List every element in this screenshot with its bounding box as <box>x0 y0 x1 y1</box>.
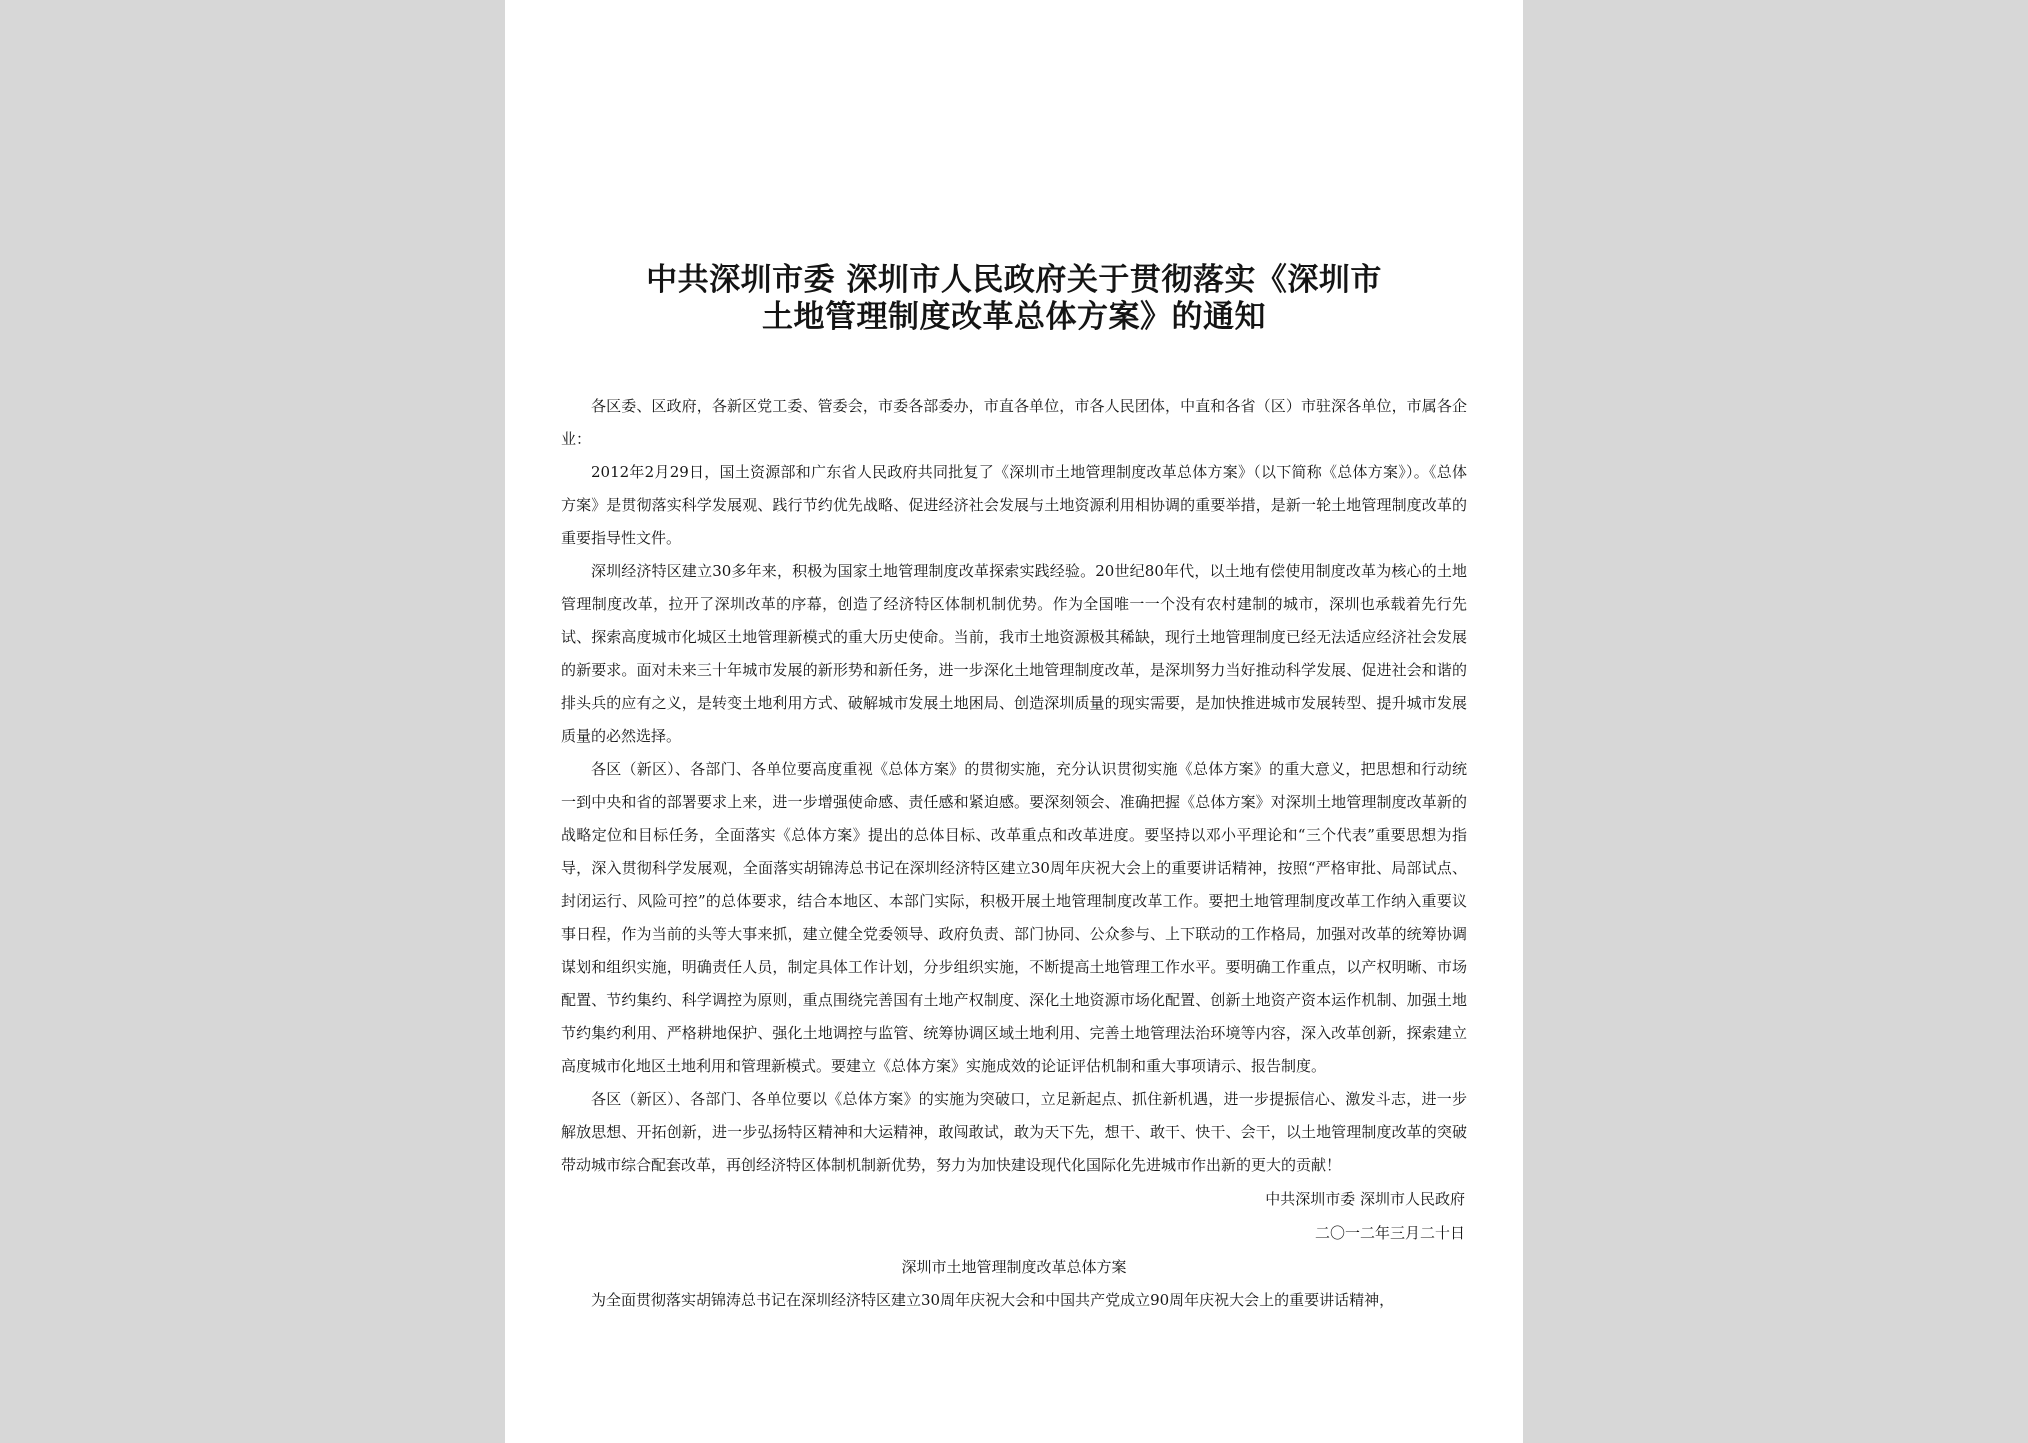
document-title <box>561 262 1467 336</box>
body-paragraph: 2012年2月29日，国土资源部和广东省人民政府共同批复了《深圳市土地管理制度改革总体方案》（以下简称《总体方案》）。《总体方案》是贯彻落实科学发展观、践行节约优先战略、促进经济社会发展与土地资源利用相协调的重要举措，是新一轮土地管理制度改革的重要指导性文件。 <box>561 463 1467 547</box>
body-paragraph: 深圳经济特区建立30多年来，积极为国家土地管理制度改革探索实践经验。20世纪80年代，以土地有偿使用制度改革为核心的土地管理制度改革，拉开了深圳改革的序幕，创造了经济特区体制机制优势。作为全国唯一一个没有农村建制的城市，深圳也承载着先行先试、探索高度城市化城区土地管理新模式的重大历史使命。当前，我市土地资源极其稀缺，现行土地管理制度已经无法适应经济社会发展的新要求。面对未来三十年城市发展的新形势和新任务，进一步深化土地管理制度改革，是深圳努力当好推动科学发展、促进社会和谐的排头兵的应有之义，是转变土地利用方式、破解城市发展土地困局、创造深圳质量的现实需要，是加快推进城市发展转型、提升城市发展质量的必然选择。 <box>561 562 1467 745</box>
body-paragraph: 各区（新区）、各部门、各单位要高度重视《总体方案》的贯彻实施，充分认识贯彻实施《总体方案》的重大意义，把思想和行动统一到中央和省的部署要求上来，进一步增强使命感、责任感和紧迫感。要深刻领会、准确把握《总体方案》对深圳土地管理制度改革新的战略定位和目标任务，全面落实《总体方案》提出的总体目标、改革重点和改革进度。要坚持以邓小平理论和“三个代表”重要思想为指导，深入贯彻科学发展观，全面落实胡锦涛总书记在深圳经济特区建立30周年庆祝大会上的重要讲话精神，按照“严格审批、局部试点、封闭运行、风险可控”的总体要求，结合本地区、本部门实际，积极开展土地管理制度改革工作。要把土地管理制度改革工作纳入重要议事日程，作为当前的头等大事来抓，建立健全党委领导、政府负责、部门协同、公众参与、上下联动的工作格局，加强对改革的统筹协调谋划和组织实施，明确责任人员，制定具体工作计划，分步组织实施，不断提高土地管理工作水平。要明确工作重点，以产权明晰、市场配置、节约集约、科学调控为原则，重点围绕完善国有土地产权制度、深化土地资源市场化配置、创新土地资产资本运作机制、加强土地节约集约利用、严格耕地保护、强化土地调控与监管、统筹协调区域土地利用、完善土地管理法治环境等内容，深入改革创新，探索建立高度城市化地区土地利用和管理新模式。要建立《总体方案》实施成效的论证评估机制和重大事项请示、报告制度。 <box>561 760 1467 1075</box>
title-line-1: 中共深圳市委 深圳市人民政府关于贯彻落实《深圳市 <box>646 262 1382 298</box>
title-line-2: 土地管理制度改革总体方案》的通知 <box>762 299 1266 335</box>
signatory: 中共深圳市委 深圳市人民政府 <box>1265 1190 1465 1208</box>
salutation-paragraph: 各区委、区政府，各新区党工委、管委会，市委各部委办，市直各单位，市各人民团体，中直和各省（区）市驻深各单位，市属各企业： <box>561 397 1467 448</box>
document-page <box>505 0 1523 1443</box>
attachment-first-line: 为全面贯彻落实胡锦涛总书记在深圳经济特区建立30周年庆祝大会和中国共产党成立90周年庆祝大会上的重要讲话精神， <box>591 1291 1395 1309</box>
document-date: 二〇一二年三月二十日 <box>1314 1224 1465 1242</box>
attachment-title: 深圳市土地管理制度改革总体方案 <box>901 1258 1127 1276</box>
body-paragraph: 各区（新区）、各部门、各单位要以《总体方案》的实施为突破口，立足新起点、抓住新机遇，进一步提振信心、激发斗志，进一步解放思想、开拓创新，进一步弘扬特区精神和大运精神，敢闯敢试，敢为天下先，想干、敢干、快干、会干，以土地管理制度改革的突破带动城市综合配套改革，再创经济特区体制机制新优势，努力为加快建设现代化国际化先进城市作出新的更大的贡献！ <box>561 1090 1467 1174</box>
